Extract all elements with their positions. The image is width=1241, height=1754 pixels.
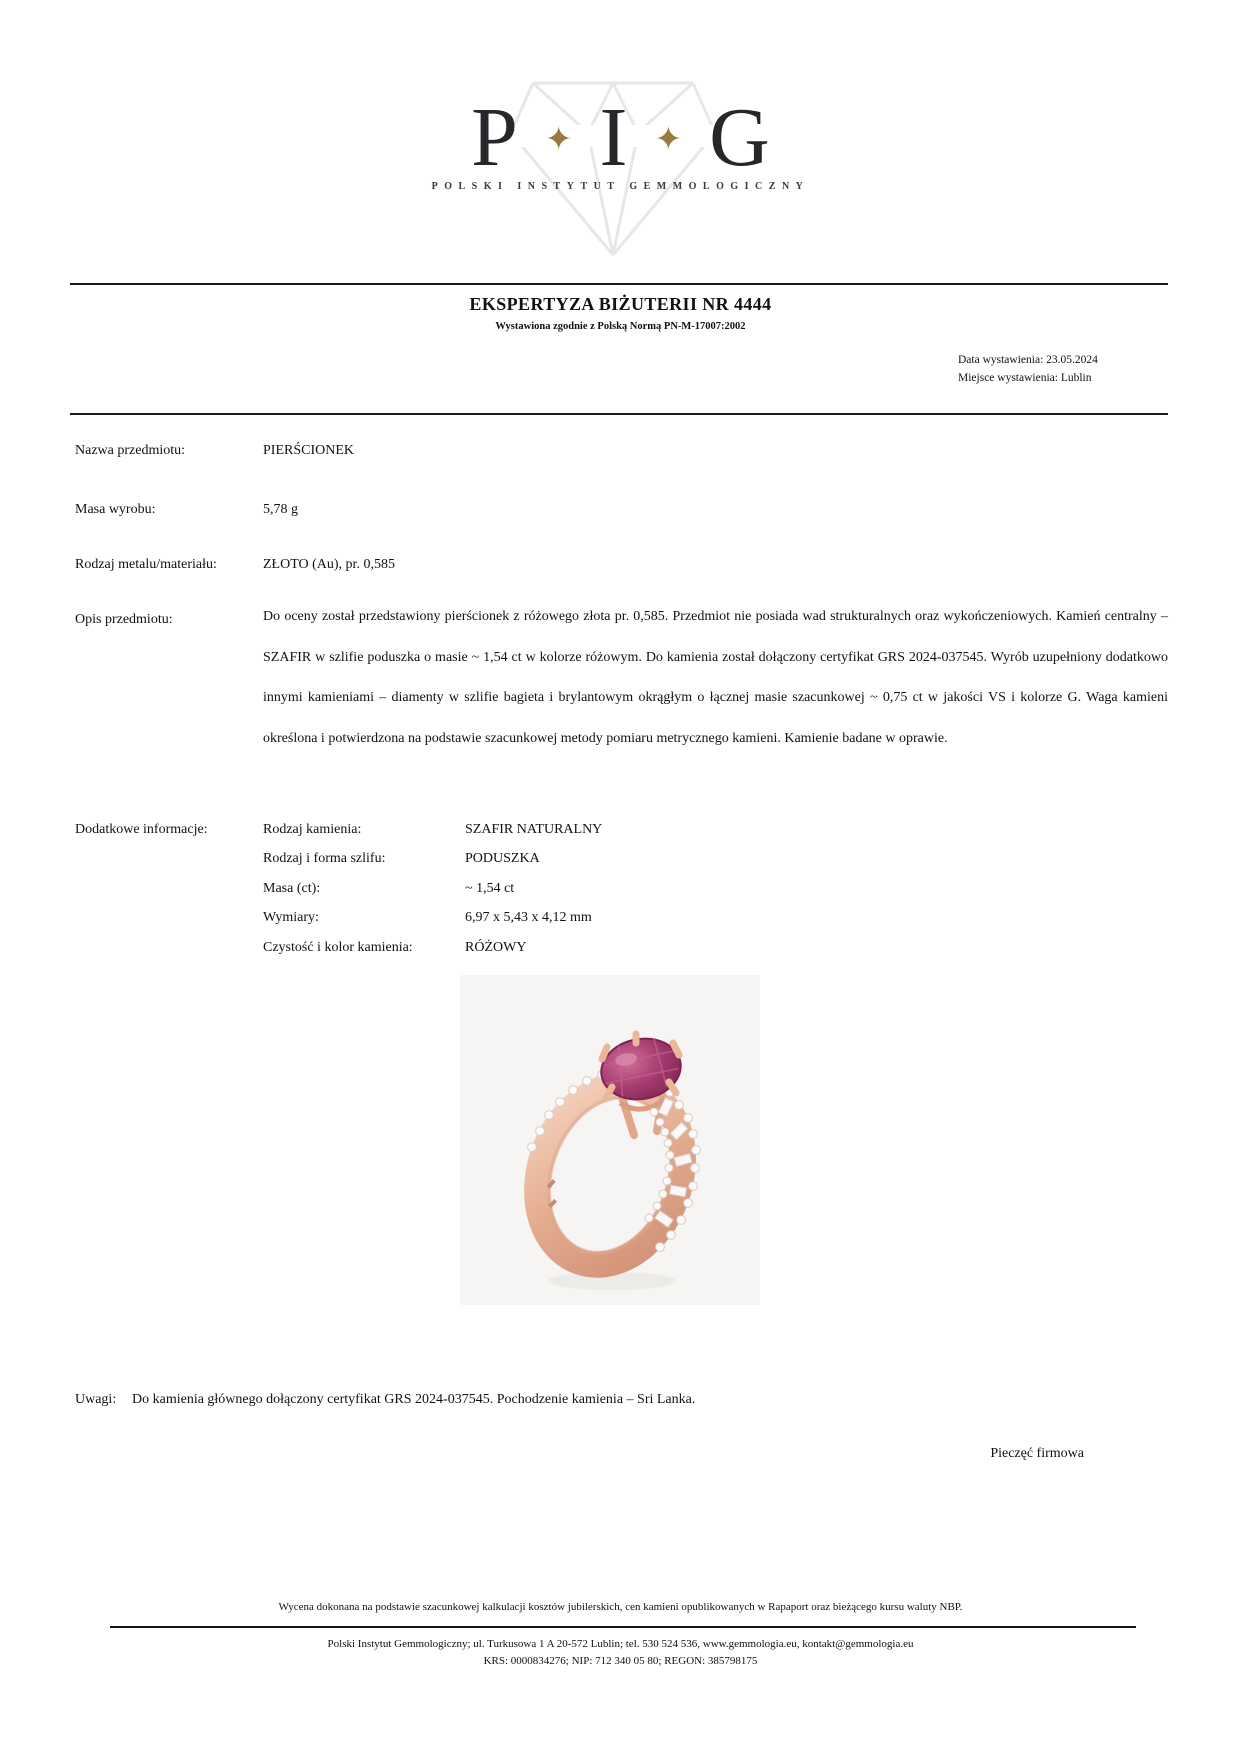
norm-subtitle: Wystawiona zgodnie z Polską Normą PN-M-17007:2002 <box>495 321 746 332</box>
divider-top <box>70 283 1168 285</box>
additional-info-label: Dodatkowe informacje: <box>75 822 208 837</box>
divider-footer <box>110 1626 1136 1628</box>
additional-row-label: Rodzaj kamienia: <box>263 822 362 837</box>
logo-wordmark: POLSKI INSTYTUT GEMMOLOGICZNY <box>431 181 810 192</box>
additional-row <box>263 940 602 969</box>
logo-letter-g: G <box>709 91 770 184</box>
field-value-name: PIERŚCIONEK <box>263 443 355 458</box>
field-value-mass: 5,78 g <box>263 502 298 517</box>
footer-info <box>0 1636 1241 1670</box>
additional-row-value: RÓŻOWY <box>465 939 527 955</box>
additional-row-value: PODUSZKA <box>465 851 540 867</box>
divider-header <box>70 413 1168 415</box>
field-label-description: Opis przedmiotu: <box>75 612 173 627</box>
additional-row <box>263 881 602 910</box>
field-label-mass: Masa wyrobu: <box>75 502 156 517</box>
page-title: EKSPERTYZA BIŻUTERII NR 4444 <box>469 294 772 314</box>
additional-row-label: Masa (ct): <box>263 880 321 896</box>
remarks-text: Do kamienia głównego dołączony certyfikat GRS 2024-037545. Pochodzenie kamienia – Sri Lanka. <box>132 1392 696 1407</box>
issue-info <box>958 351 1098 387</box>
additional-row-label: Rodzaj i forma szlifu: <box>263 851 386 867</box>
additional-row-value: ~ 1,54 ct <box>465 880 515 896</box>
logo-letter-i: I <box>599 91 628 184</box>
star-icon: ✦ <box>654 121 683 158</box>
additional-row-value: 6,97 x 5,43 x 4,12 mm <box>465 910 592 926</box>
field-label-metal: Rodzaj metalu/materiału: <box>75 557 217 572</box>
additional-row-label: Wymiary: <box>263 910 319 926</box>
footer-registry: KRS: 0000834276; NIP: 712 340 05 80; REGON: 385798175 <box>483 1655 758 1667</box>
additional-info-table <box>263 822 602 969</box>
star-icon: ✦ <box>544 121 573 158</box>
company-stamp-label: Pieczęć firmowa <box>990 1446 1084 1461</box>
field-label-name: Nazwa przedmiotu: <box>75 443 186 458</box>
additional-row <box>263 851 602 880</box>
issue-place: Miejsce wystawienia: Lublin <box>958 372 1092 384</box>
logo <box>0 91 1241 184</box>
footer-address: Polski Instytut Gemmologiczny; ul. Turkusowa 1 A 20-572 Lublin; tel. 530 524 536, www.gemmologia.eu, kontakt@gemmologia.eu <box>327 1638 914 1650</box>
additional-row-label: Czystość i kolor kamienia: <box>263 939 413 955</box>
additional-row <box>263 822 602 851</box>
ring-photo <box>460 975 760 1305</box>
field-value-description: Do oceny został przedstawiony pierścionek z różowego złota pr. 0,585. Przedmiot nie posiada wad strukturalnych oraz wykończeniowych. Kamień centralny – SZAFIR w szlifie poduszka o masie ~ 1,54 ct w kolorze różowym. Do kamienia został dołączony certyfikat GRS 2024-037545. Wyrób uzupełniony dodatkowo innymi kamieniami – diamenty w szlifie bagieta i brylantowym okrągłym o łącznej masie szacunkowej ~ 0,75 ct w jakości VS i kolorze G. Waga kamieni określona i potwierdzona na podstawie szacunkowej metody pomiaru metrycznego kamieni. Kamienie badane w oprawie. <box>263 609 1168 746</box>
additional-row <box>263 910 602 939</box>
field-value-metal: ZŁOTO (Au), pr. 0,585 <box>263 557 395 572</box>
issue-date: Data wystawienia: 23.05.2024 <box>958 354 1098 366</box>
additional-row-value: SZAFIR NATURALNY <box>465 822 603 837</box>
valuation-note: Wycena dokonana na podstawie szacunkowej kalkulacji kosztów jubilerskich, cen kamieni opublikowanych w Rapaport oraz bieżącego kursu waluty NBP. <box>278 1601 963 1613</box>
remarks-label: Uwagi: <box>75 1392 117 1407</box>
logo-letter-p: P <box>471 91 518 184</box>
